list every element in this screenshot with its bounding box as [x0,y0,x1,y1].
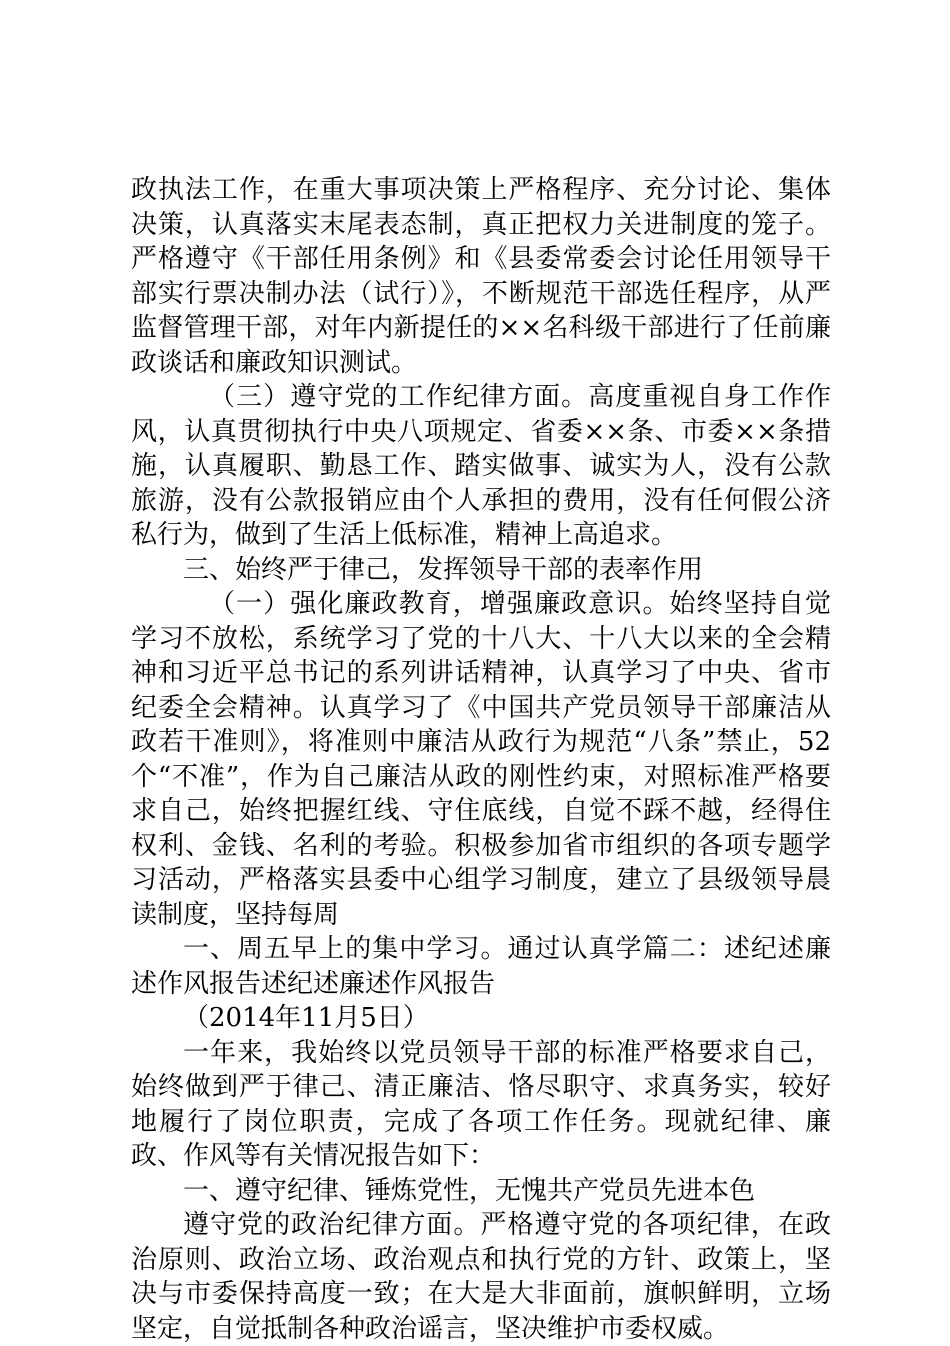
paragraph-integrity-education: （一）强化廉政教育，增强廉政意识。始终坚持自觉学习不放松，系统学习了党的十八大、十八大以来的全会精神和习近平总书记的系列讲话精神，认真学习了中央、省市纪委全会精神。认真学习了《中国共产党员领导干部廉洁从政若干准则》，将准则中廉洁从政行为规范“八条”禁止，52个“不准”，作为自己廉洁从政的刚性约束，对照标准严格要求自己，始终把握红线、守住底线，自觉不踩不越，经得住权利、金钱、名利的考验。积极参加省市组织的各项专题学习活动，严格落实县委中心组学习制度，建立了县级领导晨读制度，坚持每周 [131,589,831,930]
paragraph-work-discipline: （三）遵守党的工作纪律方面。高度重视自身工作作风，认真贯彻执行中央八项规定、省委××条、市委××条措施，认真履职、勤恳工作、踏实做事、诚实为人，没有公款旅游，没有公款报销应由个人承担的费用，没有任何假公济私行为，做到了生活上低标准，精神上高追求。 [131,382,831,550]
document-body [131,173,831,1346]
paragraph-report-intro: 一年来，我始终以党员领导干部的标准严格要求自己，始终做到严于律己、清正廉洁、恪尽职守、求真务实，较好地履行了岗位职责，完成了各项工作任务。现就纪律、廉政、作风等有关情况报告如下： [131,1037,831,1171]
report-date: （2014年11月5日） [183,1003,429,1033]
paragraph-friday-study: 一、周五早上的集中学习。通过认真学篇二：述纪述廉述作风报告述纪述廉述作风报告 [131,934,831,999]
section-heading-self-discipline: 三、始终严于律己，发挥领导干部的表率作用 [183,554,704,585]
paragraph-political-discipline: 遵守党的政治纪律方面。严格遵守党的各项纪律，在政治原则、政治立场、政治观点和执行党的方针、政策上，坚决与市委保持高度一致；在大是大非面前，旗帜鲜明，立场坚定，自觉抵制各种政治谣言，坚决维护市委权威。 [131,1210,831,1344]
paragraph-decision-procedure: 政执法工作，在重大事项决策上严格程序、充分讨论、集体决策，认真落实末尾表态制，真正把权力关进制度的笼子。严格遵守《干部任用条例》和《县委常委会讨论任用领导干部实行票决制办法（试行）》，不断规范干部选任程序，从严监督管理干部，对年内新提任的××名科级干部进行了任前廉政谈话和廉政知识测试。 [131,175,831,378]
section-heading-discipline: 一、遵守纪律、锤炼党性，无愧共产党员先进本色 [183,1175,756,1206]
